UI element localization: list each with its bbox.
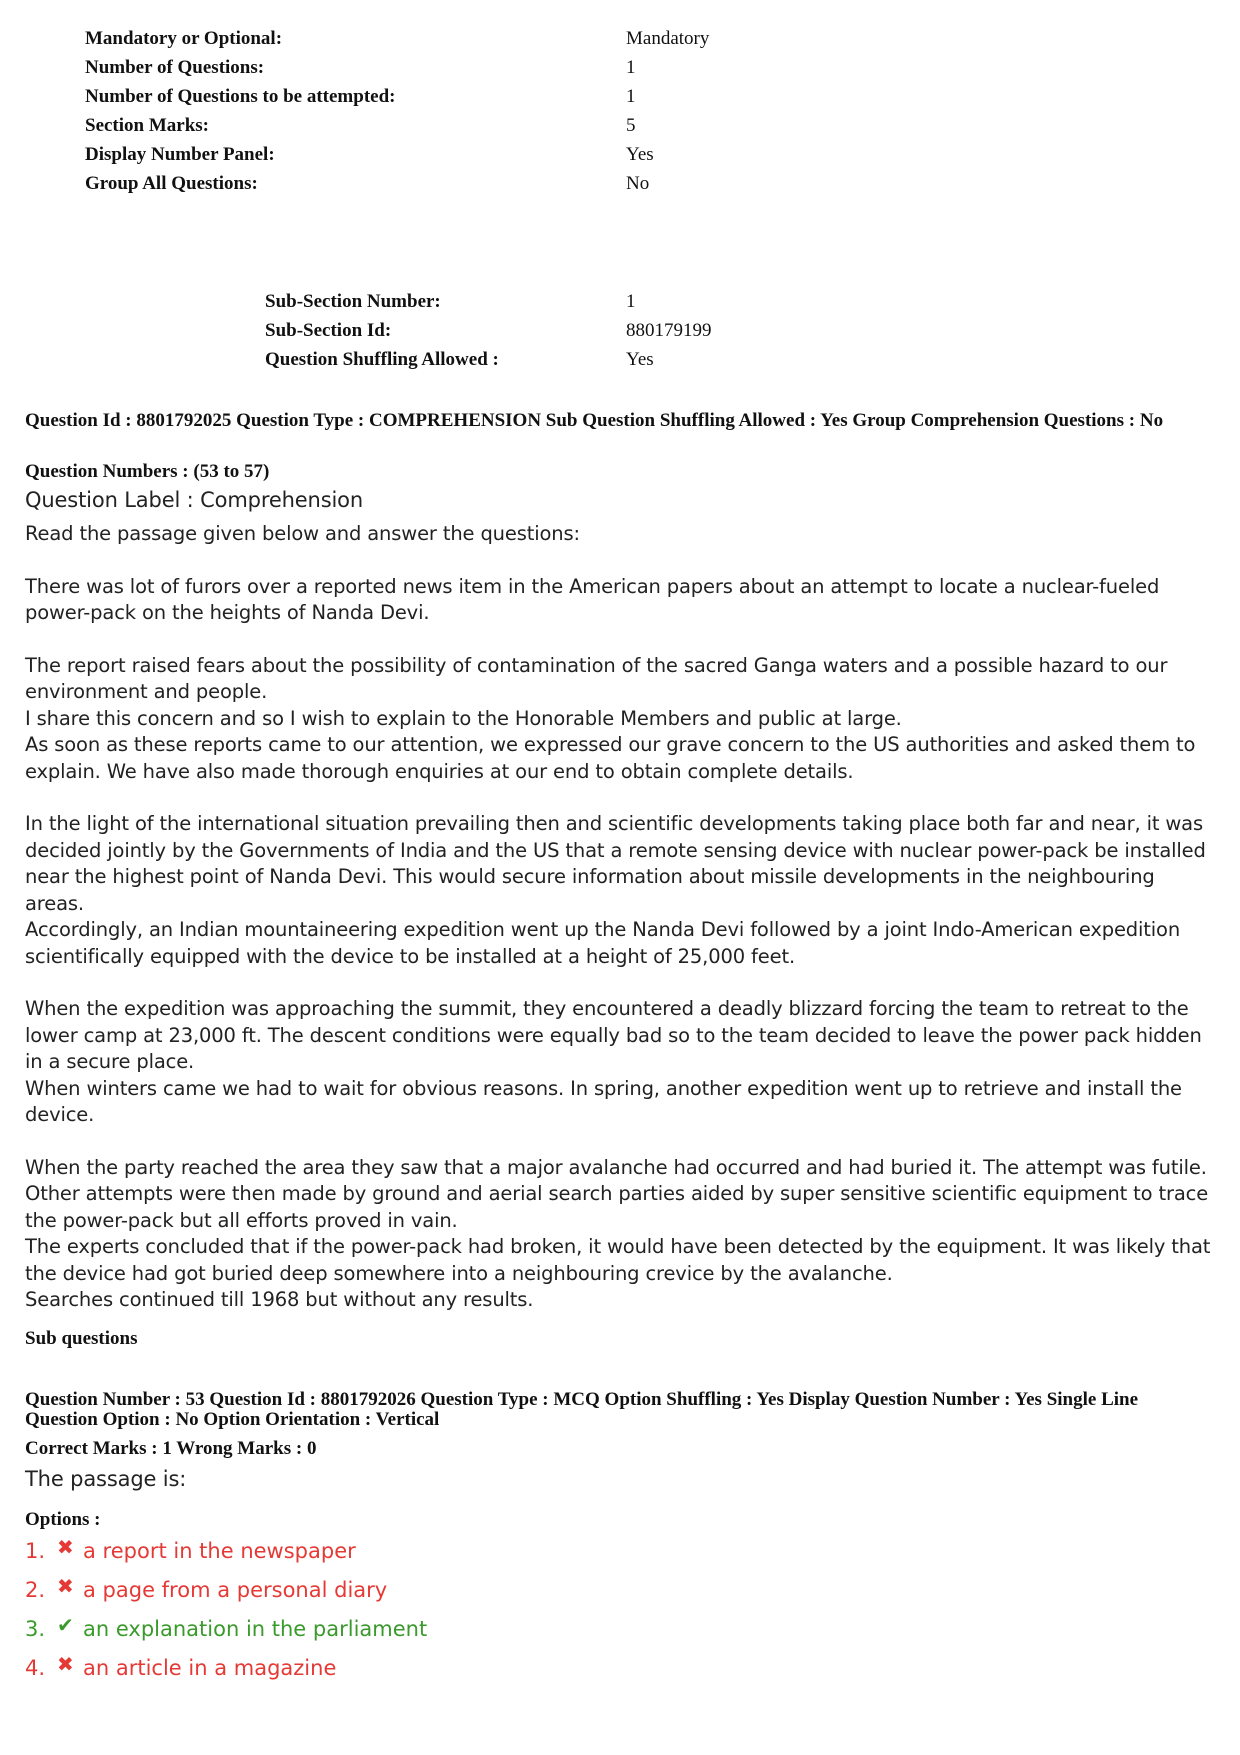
option-4[interactable] — [25, 1649, 336, 1683]
subsection-id-value: 880179199 — [626, 320, 712, 341]
option-text: an explanation in the parliament — [83, 1617, 428, 1641]
check-icon: ✔ — [57, 1613, 74, 1637]
passage-paragraph: In the light of the international situation prevailing then and scientific developments taking place both far and near, it was decided jointly by the Governments of India and the US that a remote sensing device with nuclear power-pack be installed near the highest point of Nanda Devi. This would secure information about missile developments in the neighbouring areas. — [25, 812, 1206, 915]
passage-paragraph: Accordingly, an Indian mountaineering expedition went up the Nanda Devi followed by a joint Indo-American expedition scientifically equipped with the device to be installed at a height of 25,000 feet. — [25, 918, 1181, 968]
question-numbers: Question Numbers : (53 to 57) — [25, 461, 270, 482]
section-marks-value: 5 — [626, 115, 636, 136]
option-number: 3. — [25, 1617, 46, 1641]
group-all-value: No — [626, 173, 650, 194]
passage-paragraph: When the expedition was approaching the summit, they encountered a deadly blizzard forcing the team to retreat to the lower camp at 23,000 ft. The descent conditions were equally bad so to the team decided to leave the power pack hidden in a secure place. — [25, 997, 1202, 1073]
mandatory-label: Mandatory or Optional: — [85, 28, 283, 49]
group-all-label: Group All Questions: — [85, 173, 258, 194]
cross-icon: ✖ — [57, 1535, 74, 1559]
question-text: The passage is: — [25, 1467, 187, 1491]
shuffling-label: Question Shuffling Allowed : — [265, 349, 499, 370]
mandatory-value: Mandatory — [626, 28, 710, 49]
subsection-number-label: Sub-Section Number: — [265, 291, 441, 312]
num-attempt-label: Number of Questions to be attempted: — [85, 86, 396, 107]
cross-icon: ✖ — [57, 1574, 74, 1598]
question-header: Question Number : 53 Question Id : 8801792026 Question Type : MCQ Option Shuffling : Yes Display Question Number : Yes Single Line Question Option : No Option Orientation : Vertical — [25, 1389, 1139, 1430]
passage-paragraph: I share this concern and so I wish to explain to the Honorable Members and public at large. — [25, 706, 902, 730]
comprehension-header: Question Id : 8801792025 Question Type : COMPREHENSION Sub Question Shuffling Allowed : Yes Group Comprehension Questions : No — [25, 410, 1164, 431]
num-attempt-value: 1 — [626, 86, 636, 107]
num-questions-label: Number of Questions: — [85, 57, 265, 78]
option-text: a report in the newspaper — [83, 1539, 356, 1563]
option-1[interactable] — [25, 1532, 356, 1566]
sub-questions-label: Sub questions — [25, 1328, 138, 1349]
display-panel-value: Yes — [626, 144, 654, 165]
cross-icon: ✖ — [57, 1652, 74, 1676]
passage-paragraph: As soon as these reports came to our attention, we expressed our grave concern to the US authorities and asked them to explain. We have also made thorough enquiries at our end to obtain complete details. — [25, 733, 1196, 783]
passage-paragraph: When the party reached the area they saw that a major avalanche had occurred and had buried it. The attempt was futile. Other attempts were then made by ground and aerial search parties aided by super sensitive scientific equipment to trace the power-pack but all efforts proved in vain. — [25, 1155, 1209, 1232]
option-number: 4. — [25, 1656, 46, 1680]
passage-paragraph: The experts concluded that if the power-pack had broken, it would have been detected by the equipment. It was likely that the device had got buried deep somewhere into a neighbouring crevice by the avalanche. — [25, 1235, 1211, 1285]
subsection-number-value: 1 — [626, 291, 636, 312]
shuffling-value: Yes — [626, 349, 654, 370]
question-label: Question Label : Comprehension — [25, 488, 364, 512]
option-2[interactable] — [25, 1571, 387, 1605]
passage-paragraph: When winters came we had to wait for obvious reasons. In spring, another expedition went up to retrieve and install the device. — [25, 1076, 1182, 1126]
option-text: a page from a personal diary — [83, 1578, 388, 1602]
option-3[interactable] — [25, 1610, 427, 1644]
passage-paragraph: Searches continued till 1968 but without any results. — [25, 1288, 534, 1311]
subsection-id-label: Sub-Section Id: — [265, 320, 392, 341]
passage-paragraph: The report raised fears about the possibility of contamination of the sacred Ganga waters and a possible hazard to our environment and people. — [25, 653, 1168, 703]
option-number: 1. — [25, 1539, 46, 1563]
num-questions-value: 1 — [626, 57, 636, 78]
passage-intro: Read the passage given below and answer the questions: — [25, 522, 580, 545]
passage — [25, 485, 1215, 1314]
options-label: Options : — [25, 1509, 101, 1530]
passage-paragraph: There was lot of furors over a reported news item in the American papers about an attempt to locate a nuclear-fueled power-pack on the heights of Nanda Devi. — [25, 574, 1160, 624]
display-panel-label: Display Number Panel: — [85, 144, 275, 165]
section-marks-label: Section Marks: — [85, 115, 210, 136]
option-text: an article in a magazine — [83, 1656, 337, 1680]
option-number: 2. — [25, 1578, 46, 1602]
question-marks: Correct Marks : 1 Wrong Marks : 0 — [25, 1438, 317, 1459]
